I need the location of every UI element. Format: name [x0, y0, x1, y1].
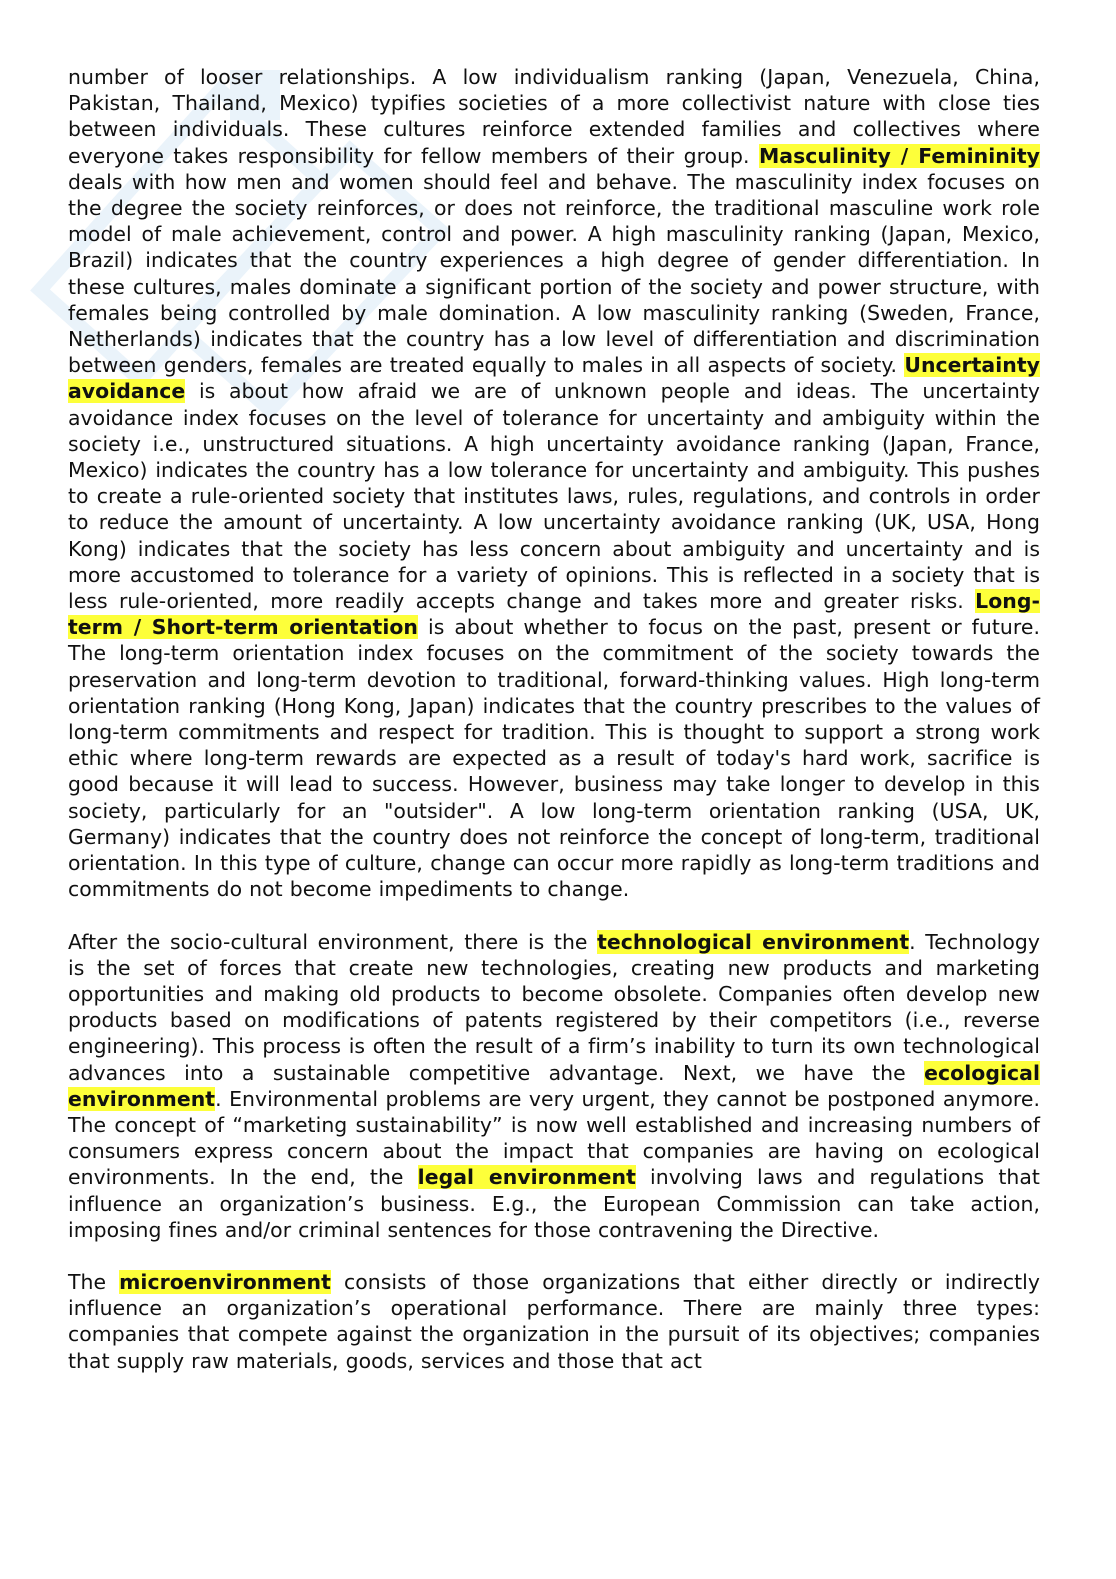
text-segment: consists of those organizations that either directly or indirectly influence an organization’s operational performance. There are mainly three types: companies that compete against the organization in the pursuit of its objectives; companies that supply raw materials, goods, services and those that act: [68, 1269, 1041, 1373]
highlighted-term-microenvironment: microenvironment: [119, 1269, 331, 1294]
highlighted-term-technological-environment: technological environment: [597, 929, 910, 954]
text-segment: is about whether to focus on the past, present or future. The long-term orientation index focuses on the commitment of the society towards the preservation and long-term devotion to traditional, forward-thinking values. High long-term orientation ranking (Hong Kong, Japan) indicates that the country prescribes to the values of long-term commitments and respect for tradition. This is thought to support a strong work ethic where long-term rewards are expected as a result of today's hard work, sacrifice is good because it will lead to success. However, business may take longer to develop in this society, particularly for an "outsider". A low long-term orientation ranking (USA, UK, Germany) indicates that the country does not reinforce the concept of long-term, traditional orientation. In this type of culture, change can occur more rapidly as long-term traditions and commitments do not become impediments to change.: [68, 615, 1040, 902]
paragraph-2: [68, 929, 1040, 1243]
text-segment: . Technology is the set of forces that create new technologies, creating new products and marketing opportunities and making old products to become obsolete. Companies often develop new products based on modifications of patents registered by their competitors (i.e., reverse engineering). This process is often the result of a firm’s inability to turn its own technological advances into a sustainable competitive advantage. Next, we have the: [68, 929, 1040, 1085]
text-segment: After the socio-cultural environment, there is the: [68, 929, 598, 954]
highlighted-term-masculinity-femininity: Masculinity / Femininity: [758, 143, 1040, 168]
highlighted-term-uncertainty-avoidance: Uncertainty avoidance: [68, 353, 1040, 404]
text-segment: number of looser relationships. A low individualism ranking (Japan, Venezuela, China, Pakistan, Thailand, Mexico) typifies societies of a more collectivist nature with close ties between individuals. These cultures reinforce extended families and collectives where everyone takes responsibility for fellow members of their group.: [68, 65, 1040, 168]
highlighted-term-ecological-environment: ecological environment: [68, 1060, 1040, 1111]
paragraph-3: [68, 1269, 1040, 1374]
text-segment: . Environmental problems are very urgent, they cannot be postponed anymore. The concept of “marketing sustainability” is now well established and increasing numbers of consumers express concern about the impact that companies are having on ecological environments. In the end, the: [68, 1086, 1040, 1190]
text-segment: involving laws and regulations that influence an organization’s business. E.g., the European Commission can take action, imposing fines and/or criminal sentences for those contravening the Directive.: [68, 1165, 1040, 1242]
highlighted-term-long-short-term-orientation: Long-term / Short-term orientation: [68, 589, 1040, 640]
text-segment: The: [68, 1269, 120, 1294]
text-segment: deals with how men and women should feel and behave. The masculinity index focuses on the degree the society reinforces, or does not reinforce, the traditional masculine work role model of male achievement, control and power. A high masculinity ranking (Japan, Mexico, Brazil) indicates that the country experiences a high degree of gender differentiation. In these cultures, males dominate a significant portion of the society and power structure, with females being controlled by male domination. A low masculinity ranking (Sweden, France, Netherlands) indicates that the country has a low level of differentiation and discrimination between genders, females are treated equally to males in all aspects of society.: [68, 169, 1040, 378]
highlighted-term-legal-environment: legal environment: [417, 1165, 636, 1190]
text-segment: is about how afraid we are of unknown people and ideas. The uncertainty avoidance index focuses on the level of tolerance for uncertainty and ambiguity within the society i.e., unstructured situations. A high uncertainty avoidance ranking (Japan, France, Mexico) indicates the country has a low tolerance for uncertainty and ambiguity. This pushes to create a rule-oriented society that institutes laws, rules, regulations, and controls in order to reduce the amount of uncertainty. A low uncertainty avoidance ranking (UK, USA, Hong Kong) indicates that the society has less concern about ambiguity and uncertainty and is more accustomed to tolerance for a variety of opinions. This is reflected in a society that is less rule-oriented, more readily accepts change and takes more and greater risks.: [68, 379, 1040, 614]
paragraph-1: [68, 64, 1040, 903]
document-body: [68, 64, 1040, 1374]
